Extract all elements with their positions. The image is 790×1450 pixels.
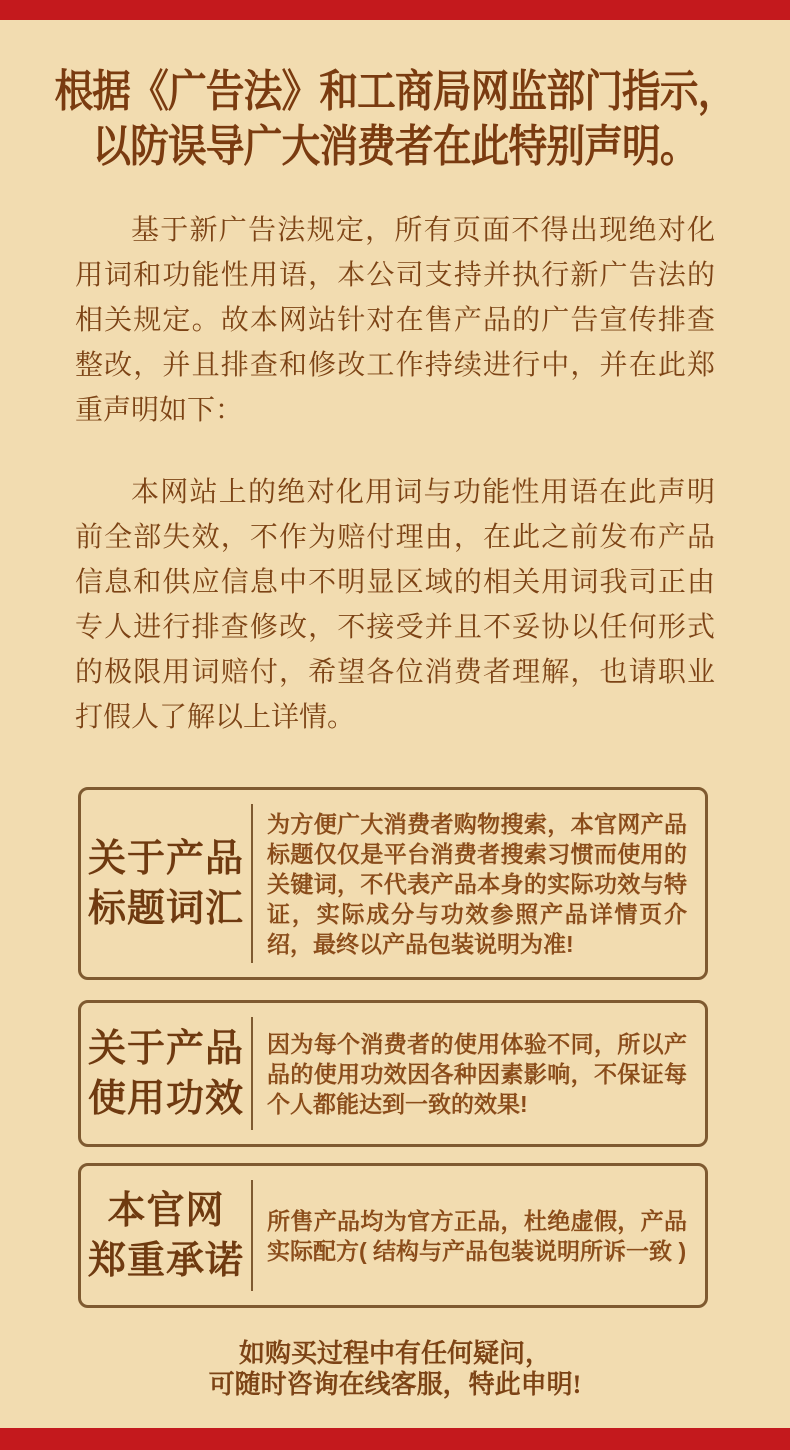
label-line-1: 关于产品 — [87, 1027, 244, 1070]
intro-paragraph-2: 本网站上的绝对化用词与功能性用语在此声明前全部失效，不作为赔付理由，在此之前发布产品信息和供应信息中不明显区域的相关用词我司正由专人进行排查修改，不接受并且不妥协以任何形式的极限用词赔付，希望各位消费者理解，也请职业打假人了解以上详情。 — [75, 477, 715, 733]
notice-box-text-title-keywords — [253, 790, 705, 977]
footer-line-2: 可随时咨询在线客服，特此申明! — [208, 1370, 582, 1399]
footer-note — [0, 1338, 790, 1400]
top-red-strip — [0, 0, 790, 20]
label-line-1: 本官网 — [107, 1189, 225, 1232]
notice-text: 因为每个消费者的使用体验不同，所以产品的使用功效因各种因素影响，不保证每个人都能达到一致的效果! — [267, 1030, 687, 1117]
label-line-1: 关于产品 — [87, 837, 244, 880]
notice-box-text-official-promise — [253, 1166, 705, 1305]
notice-text: 所售产品均为官方正品，杜绝虚假，产品实际配方( 结构与产品包装说明所诉一致 ) — [267, 1207, 687, 1264]
page-title — [0, 64, 790, 174]
title-line-1: 根据《广告法》和工商局网监部门指示， — [54, 67, 736, 116]
title-line-2: 以防误导广大消费者在此特别声明。 — [92, 122, 698, 171]
label-line-2: 郑重承诺 — [87, 1239, 244, 1282]
label-line-2: 标题词汇 — [87, 887, 244, 930]
notice-box-text-usage-effect — [253, 1003, 705, 1144]
label-line-2: 使用功效 — [87, 1077, 244, 1120]
notice-box-official-promise — [78, 1163, 708, 1308]
notice-box-label-usage-effect — [81, 1003, 251, 1144]
intro-paragraph-1: 基于新广告法规定，所有页面不得出现绝对化用词和功能性用语，本公司支持并执行新广告法的相关规定。故本网站针对在售产品的广告宣传排查整改，并且排查和修改工作持续进行中，并在此郑重声明如下： — [75, 215, 715, 426]
notice-text: 为方便广大消费者购物搜索，本官网产品标题仅仅是平台消费者搜索习惯而使用的关键词，不代表产品本身的实际功效与特证，实际成分与功效参照产品详情页介绍，最终以产品包装说明为准! — [267, 810, 687, 957]
notice-box-label-title-keywords — [81, 790, 251, 977]
notice-box-label-official-promise — [81, 1166, 251, 1305]
footer-line-1: 如购买过程中有任何疑问， — [238, 1339, 551, 1368]
bottom-red-strip — [0, 1428, 790, 1450]
notice-box-product-title-keywords — [78, 787, 708, 980]
notice-box-usage-effect — [78, 1000, 708, 1147]
